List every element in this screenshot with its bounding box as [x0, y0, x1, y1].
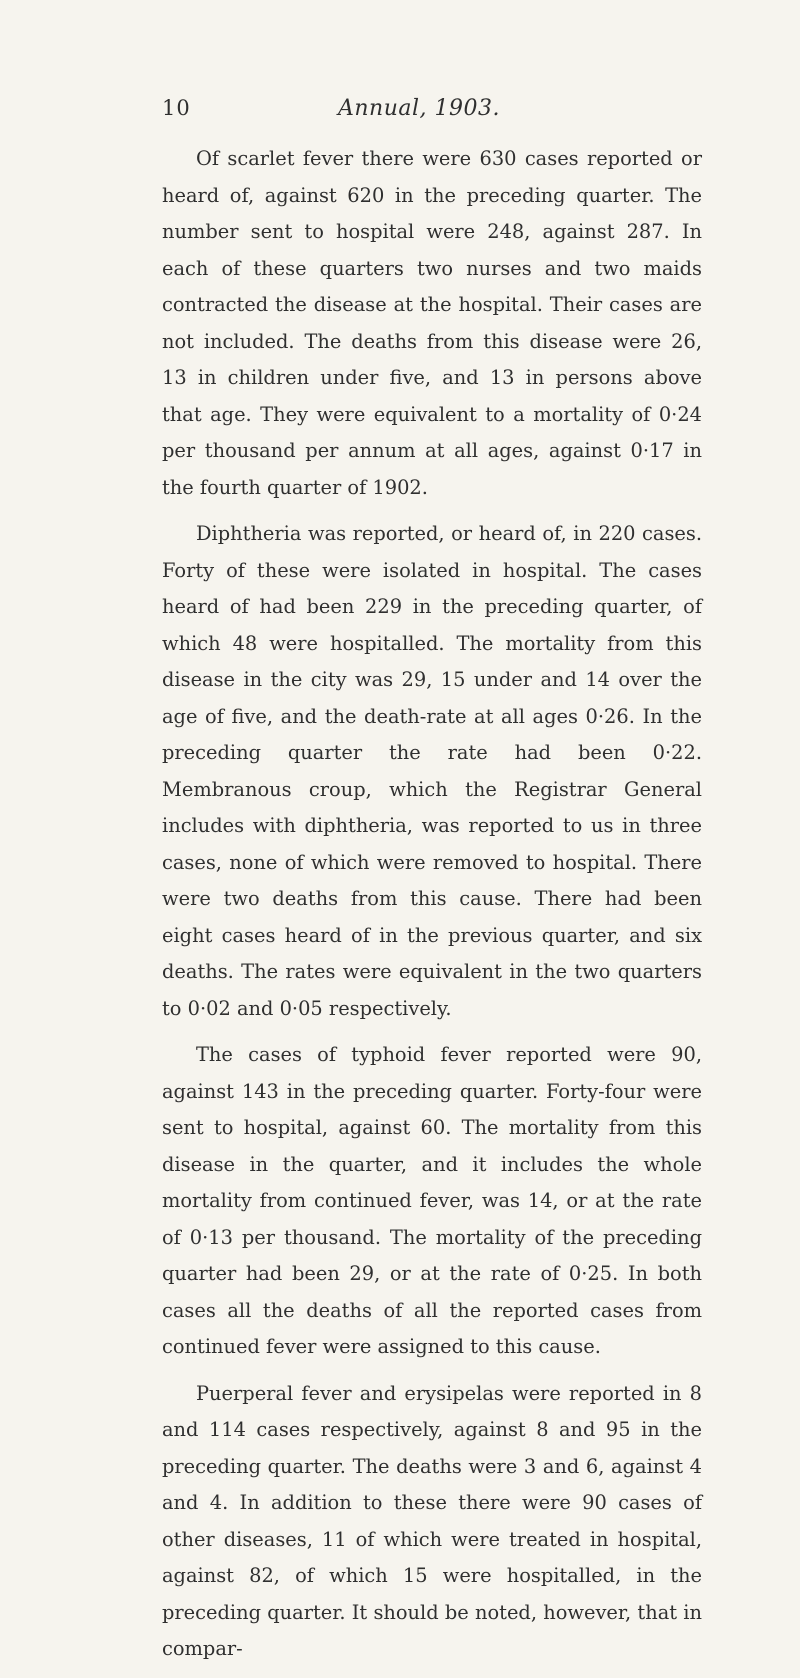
- running-title: Annual, 1903.: [338, 96, 501, 121]
- paragraph-puerperal-fever-erysipelas: Puerperal fever and erysipelas were reported in 8 and 114 cases respectively, against 8 and 95 in the preceding quarter. The deaths were 3 and 6, against 4 and 4. In addition to these there were 90 cases of other diseases, 11 of which were treated in hospital, against 82, of which 15 were hospitalled, in the preceding quarter. It should be noted, however, that in compar-: [162, 1381, 702, 1660]
- paragraph-scarlet-fever: Of scarlet fever there were 630 cases reported or heard of, against 620 in the preceding quarter. The number sent to hospital were 248, against 287. In each of these quarters two nurses and two maids contracted the disease at the hospital. Their cases are not included. The deaths from this disease were 26, 13 in children under five, and 13 in persons above that age. They were equivalent to a mortality of 0·24 per thousand per annum at all ages, against 0·17 in the fourth quarter of 1902.: [162, 147, 702, 499]
- paragraph-typhoid-fever: The cases of typhoid fever reported were 90, against 143 in the preceding quarter. Forty-four were sent to hospital, against 60. The mortality from this disease in the quarter, and it includes the whole mortality from continued fever, was 14, or at the rate of 0·13 per thousand. The mortality of the preceding quarter had been 29, or at the rate of 0·25. In both cases all the deaths of all the reported cases from continued fever were assigned to this cause.: [162, 1043, 702, 1358]
- body-text: [162, 141, 702, 1678]
- paragraph-diphtheria: Diphtheria was reported, or heard of, in 220 cases. Forty of these were isolated in hospital. The cases heard of had been 229 in the preceding quarter, of which 48 were hospitalled. The mortality from this disease in the city was 29, 15 under and 14 over the age of five, and the death-rate at all ages 0·26. In the preceding quarter the rate had been 0·22. Membranous croup, which the Registrar General includes with diphtheria, was reported to us in three cases, none of which were removed to hospital. There were two deaths from this cause. There had been eight cases heard of in the previous quarter, and six deaths. The rates were equivalent in the two quarters to 0·02 and 0·05 respectively.: [162, 522, 702, 1020]
- page-number: 10: [162, 96, 191, 120]
- page-header: [162, 96, 702, 136]
